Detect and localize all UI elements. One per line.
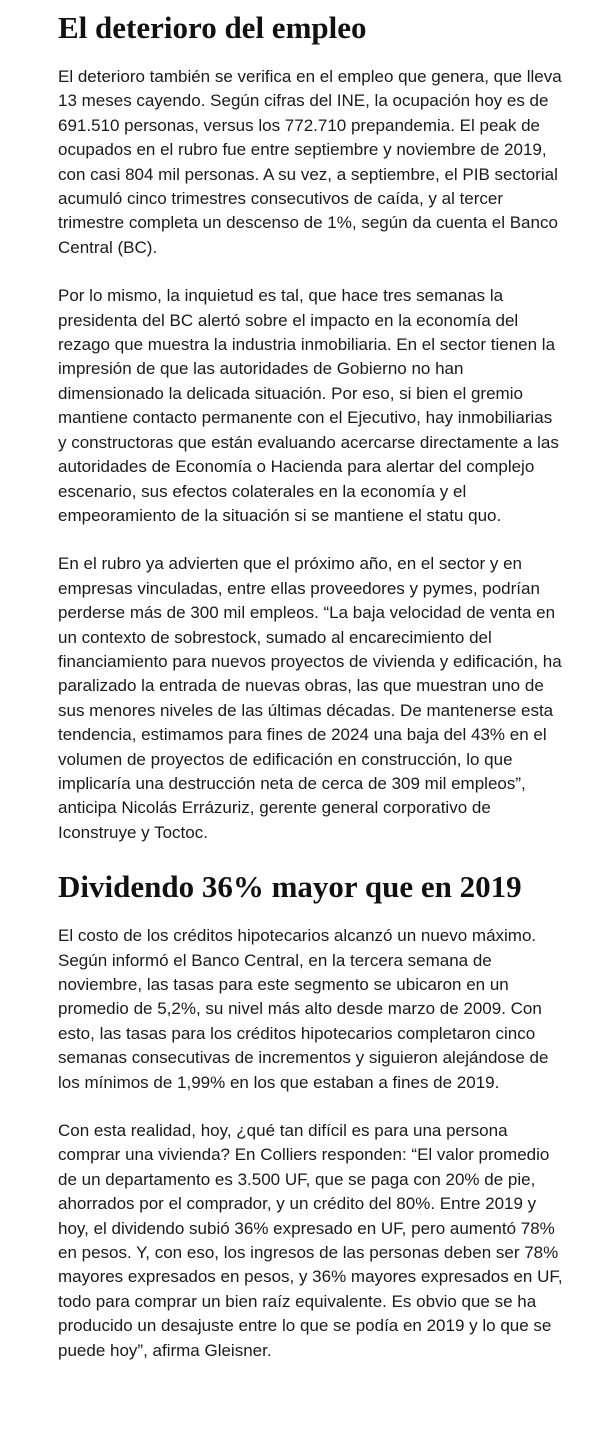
section-heading-employment: El deterioro del empleo <box>58 10 367 45</box>
section-heading-dividend: Dividendo 36% mayor que en 2019 <box>58 869 522 905</box>
article-body <box>58 0 563 1387</box>
paragraph-employment-1: El deterioro también se verifica en el empleo que genera, que lleva 13 meses cayendo. Según cifras del INE, la ocupación hoy es de 691.510 personas, versus los 772.710 prepandemia. El peak de ocupados en el rubro fue entre septiembre y noviembre de 2019, con casi 804 mil personas. A su vez, a septiembre, el PIB sectorial acumuló cinco trimestres consecutivos de caída, y al tercer trimestre completa un descenso de 1%, según da cuenta el Banco Central (BC). <box>58 67 562 257</box>
paragraph-employment-3: En el rubro ya advierten que el próximo año, en el sector y en empresas vinculadas, entre ellas proveedores y pymes, podrían perderse más de 300 mil empleos. “La baja velocidad de venta en un contexto de sobrestock, sumado al encarecimiento del financiamiento para nuevos proyectos de vivienda y edificación, ha paralizado la entrada de nuevas obras, las que muestran uno de sus menores niveles de las últimas décadas. De mantenerse esta tendencia, estimamos para fines de 2024 una baja del 43% en el volumen de proyectos de edificación en construcción, lo que implicaría una destrucción neta de cerca de 309 mil empleos”, anticipa Nicolás Errázuriz, gerente general corporativo de Iconstruye y Toctoc. <box>58 554 562 842</box>
paragraph-dividend-2: Con esta realidad, hoy, ¿qué tan difícil es para una persona comprar una vivienda? En Colliers responden: “El valor promedio de un departamento es 3.500 UF, que se paga con 20% de pie, ahorrados por el comprador, y un crédito del 80%. Entre 2019 y hoy, el dividendo subió 36% expresado en UF, pero aumentó 78% en pesos. Y, con eso, los ingresos de las personas deben ser 78% mayores expresados en pesos, y 36% mayores expresados en UF, todo para comprar un bien raíz equivalente. Es obvio que se ha producido un desajuste entre lo que se podía en 2019 y lo que se puede hoy”, afirma Gleisner. <box>58 1121 563 1360</box>
paragraph-employment-2: Por lo mismo, la inquietud es tal, que hace tres semanas la presidenta del BC alertó sobre el impacto en la economía del rezago que muestra la industria inmobiliaria. En el sector tienen la impresión de que las autoridades de Gobierno no han dimensionado la delicada situación. Por eso, si bien el gremio mantiene contacto permanente con el Ejecutivo, hay inmobiliarias y constructoras que están evaluando acercarse directamente a las autoridades de Economía o Hacienda para alertar del complejo escenario, sus efectos colaterales en la economía y el empeoramiento de la situación si se mantiene el statu quo. <box>58 286 559 525</box>
paragraph-dividend-1: El costo de los créditos hipotecarios alcanzó un nuevo máximo. Según informó el Banco Central, en la tercera semana de noviembre, las tasas para este segmento se ubicaron en un promedio de 5,2%, su nivel más alto desde marzo de 2009. Con esto, las tasas para los créditos hipotecarios completaron cinco semanas consecutivas de incrementos y siguieron alejándose de los mínimos de 1,99% en los que estaban a fines de 2019. <box>58 926 549 1092</box>
